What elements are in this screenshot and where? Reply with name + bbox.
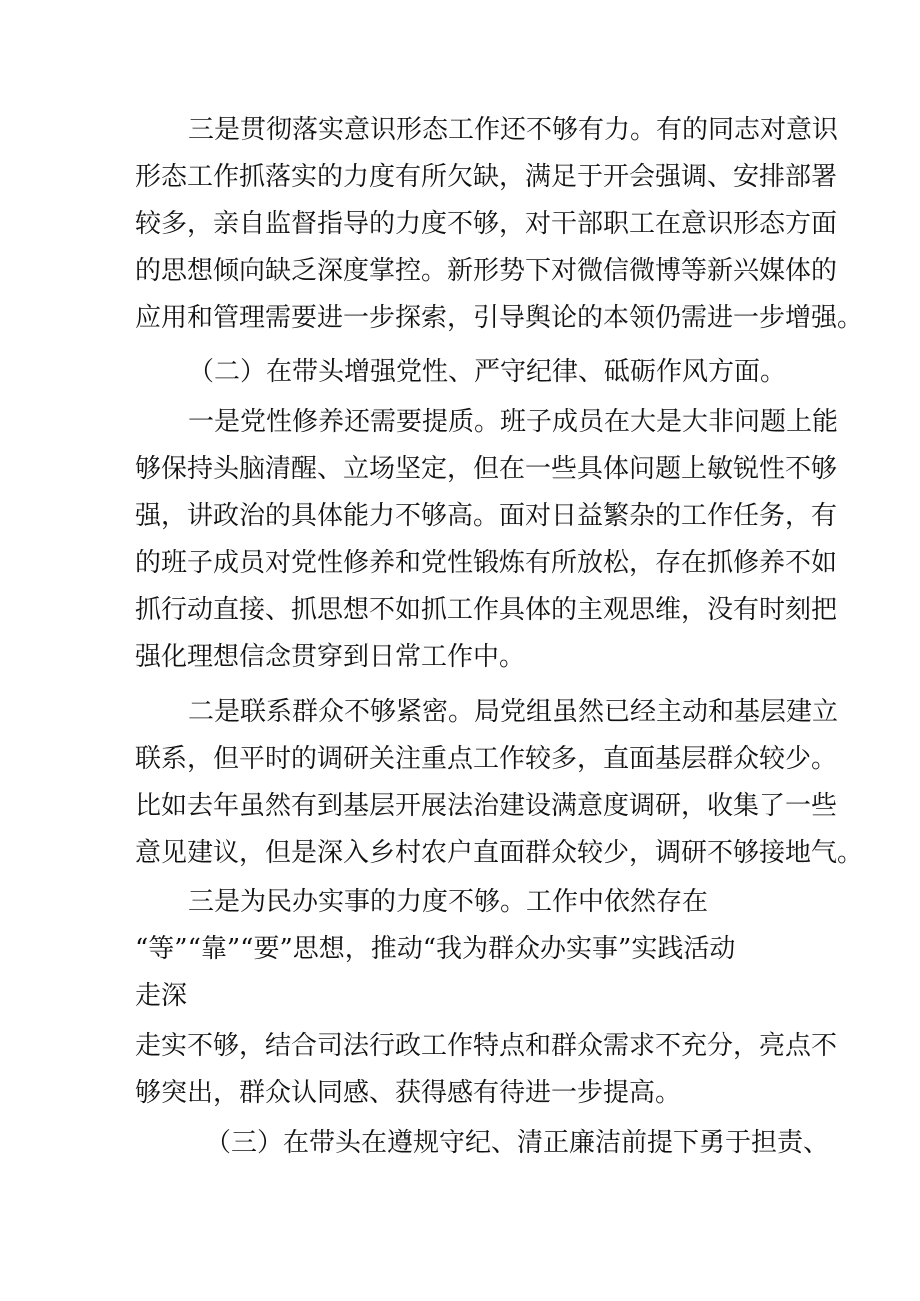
line-text: 三是贯彻落实意识形态工作还不够有力。有的同志对意识: [188, 115, 839, 145]
line-text: 应用和管理需要进一步探索，引导舆论的本领仍需进一步增强。: [135, 303, 864, 333]
line-text: 一是党性修养还需要提质。班子成员在大是大非问题上能: [188, 407, 839, 437]
text-line: [0, 402, 920, 450]
text-line: [0, 251, 920, 299]
text-line: [0, 496, 920, 544]
line-text: 较多，亲自监督指导的力度不够，对干部职工在意识形态方面: [135, 209, 838, 239]
text-line: [0, 110, 920, 158]
text-line: [0, 157, 920, 205]
text-line: [0, 739, 920, 787]
line-text: 的班子成员对党性修养和党性锻炼有所放松，存在抓修养不如: [135, 548, 838, 578]
line-text: 联系，但平时的调研关注重点工作较多，直面基层群众较少。: [135, 744, 838, 774]
text-line: [0, 976, 920, 1024]
text-line: [0, 590, 920, 638]
text-line: [0, 298, 920, 346]
line-text: 比如去年虽然有到基层开展法治建设满意度调研，收集了一些: [135, 791, 838, 821]
line-text: 够突出，群众认同感、获得感有待进一步提高。: [135, 1078, 682, 1108]
line-text: “等”“靠”“要”思想，推动“我为群众办实事”实践活动: [135, 934, 736, 964]
line-text: 二是联系群众不够紧密。局党组虽然已经主动和基层建立: [188, 697, 839, 727]
line-text: 强，讲政治的具体能力不够高。面对日益繁杂的工作任务，有: [135, 501, 838, 531]
line-text: 抓行动直接、抓思想不如抓工作具体的主观思维，没有时刻把: [135, 595, 838, 625]
line-text: 意见建议，但是深入乡村农户直面群众较少，调研不够接地气。: [135, 838, 864, 868]
text-line: [0, 786, 920, 834]
line-text: 走深: [135, 981, 188, 1011]
text-line: [0, 929, 920, 977]
text-line: [0, 1026, 920, 1074]
line-text: 够保持头脑清醒、立场坚定，但在一些具体问题上敏锐性不够: [135, 454, 838, 484]
text-line: [0, 1073, 920, 1121]
text-line: [0, 637, 920, 685]
text-line: [0, 692, 920, 740]
line-text: 的思想倾向缺乏深度掌控。新形势下对微信微博等新兴媒体的: [135, 256, 838, 286]
line-text: 强化理想信念贯穿到日常工作中。: [135, 642, 526, 672]
line-text: 形态工作抓落实的力度有所欠缺，满足于开会强调、安排部署: [135, 162, 838, 192]
text-line: [0, 882, 920, 930]
line-text: 走实不够，结合司法行政工作特点和群众需求不充分，亮点不: [135, 1031, 838, 1061]
line-text: 三是为民办实事的力度不够。工作中依然存在: [188, 887, 709, 917]
line-text: （三）在带头在遵规守纪、清正廉洁前提下勇于担责、: [205, 1128, 830, 1158]
section-heading: [0, 352, 920, 400]
line-text: （二）在带头增强党性、严守纪律、砥砺作风方面。: [188, 357, 787, 387]
text-line: [0, 543, 920, 591]
section-heading: [0, 1123, 920, 1171]
text-line: [0, 449, 920, 497]
text-line: [0, 204, 920, 252]
text-line: [0, 833, 920, 881]
